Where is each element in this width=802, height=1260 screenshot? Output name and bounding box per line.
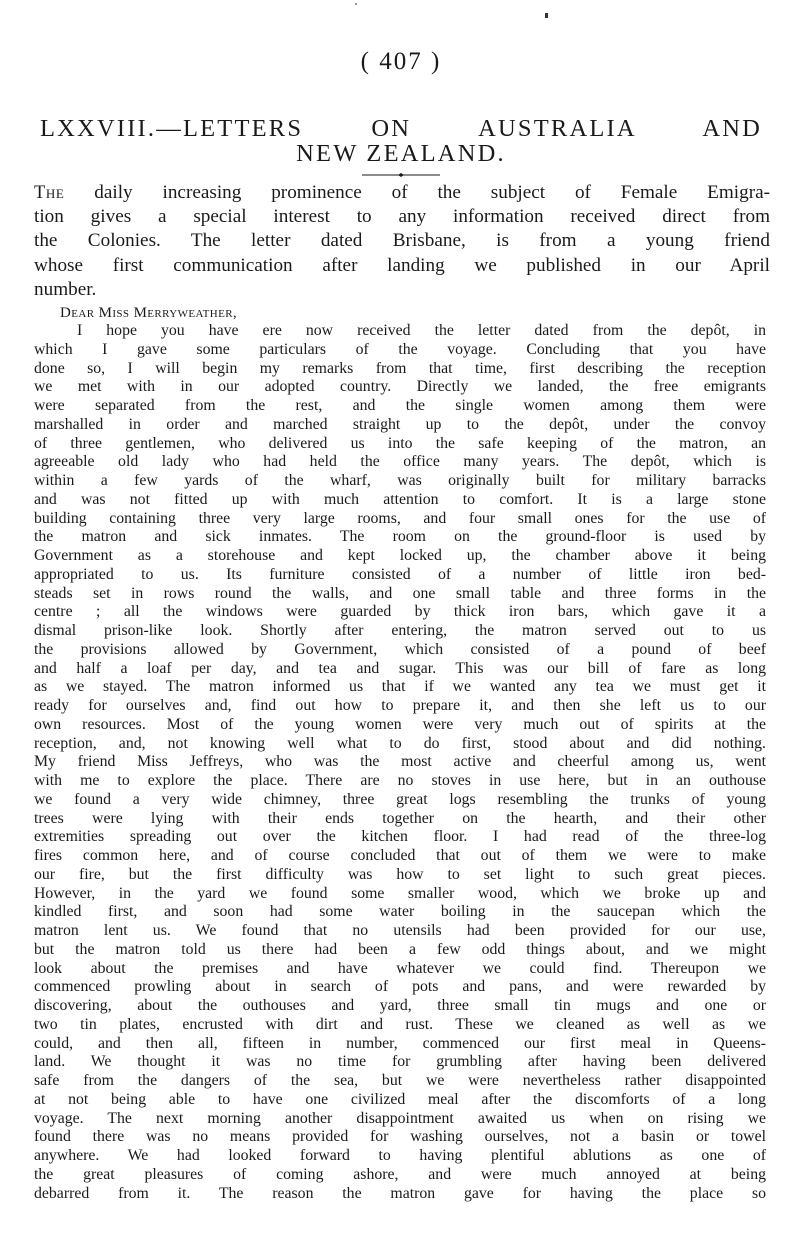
salutation-name: Dear Miss Merryweather xyxy=(60,305,233,321)
letter-line: done so, I will begin my remarks from that time, first describing the reception xyxy=(34,359,766,377)
letter-line: appropriated to us. Its furniture consisted of a number of little iron bed- xyxy=(34,565,766,583)
letter-line: trees were lying with their ends together on the hearth, and their other xyxy=(34,809,766,827)
letter-line: the matron and sick inmates. The room on the ground-floor is used by xyxy=(34,528,766,546)
letter-line: with me to explore the place. There are no stoves in use here, but in an outhouse xyxy=(34,772,766,789)
letter-line: ready for ourselves and, find out how to prepare it, and then she left us to our xyxy=(34,697,766,714)
letter-line: could, and then all, fifteen in number, commenced our first meal in Queens- xyxy=(34,1034,766,1052)
letter-line: Government as a storehouse and kept locked up, the chamber above it being xyxy=(34,547,766,564)
letter-line: marshalled in order and marched straight up to the depôt, under the convoy xyxy=(34,415,766,433)
letter-line: debarred from it. The reason the matron gave for having the place so xyxy=(34,1184,766,1202)
letter-line: land. We thought it was no time for grumbling after having been delivered xyxy=(34,1053,766,1071)
letter-line: building containing three very large rooms, and four small ones for the use of xyxy=(34,509,766,527)
letter-line: we found a very wide chimney, three great logs resembling the trunks of young xyxy=(34,790,766,808)
letter-line: at not being able to have one civilized meal after the discomforts of a long xyxy=(34,1090,766,1108)
letter-line: voyage. The next morning another disappointment awaited us when on rising we xyxy=(34,1109,766,1127)
letter-line: our fire, but the first difficulty was how to set light to such great pieces. xyxy=(34,865,766,883)
letter-line: I hope you have ere now received the letter dated from the depôt, in xyxy=(77,322,766,339)
article-title-line-1: LXXVIII.—LETTERS ON AUSTRALIA AND xyxy=(40,115,762,142)
letter-line: the great pleasures of coming ashore, and were much annoyed at being xyxy=(34,1165,766,1183)
letter-line: look about the premises and have whatever we could find. Thereupon we xyxy=(34,959,766,977)
letter-line: and was not fitted up with much attention to comfort. It is a large stone xyxy=(34,490,766,508)
intro-line-rest: daily increasing prominence of the subject of Female Emigra- xyxy=(64,182,770,203)
intro-line: tion gives a special interest to any information received direct from xyxy=(34,206,770,228)
article-title xyxy=(40,116,762,166)
letter-line: centre ; all the windows were guarded by thick iron bars, which gave it a xyxy=(34,603,766,621)
letter-line: were separated from the rest, and the single women among them were xyxy=(34,397,766,414)
letter-line: reception, and, not knowing well what to do first, stood about and did nothing. xyxy=(34,734,766,752)
letter-line: However, in the yard we found some smaller wood, which we broke up and xyxy=(34,884,766,902)
letter-line: safe from the dangers of the sea, but we were nevertheless rather disappointed xyxy=(34,1072,766,1089)
intro-paragraph xyxy=(34,181,770,302)
letter-line: extremities spreading out over the kitchen floor. I had read of the three-log xyxy=(34,828,766,846)
letter-line: dismal prison-like look. Shortly after entering, the matron served out to us xyxy=(34,622,766,639)
letter-line: own resources. Most of the young women were very much out of spirits at the xyxy=(34,715,766,733)
letter-line: agreeable old lady who had held the office many years. The depôt, which is xyxy=(34,453,766,471)
letter-line: we met with in our adopted country. Directly we landed, the free emigrants xyxy=(34,378,766,396)
letter-line: fires common here, and of course concluded that out of them we were to make xyxy=(34,847,766,864)
intro-line: number. xyxy=(34,278,97,300)
letter-line: the provisions allowed by Government, which consisted of a pound of beef xyxy=(34,640,766,658)
letter-line: steads set in rows round the walls, and one small table and three forms in the xyxy=(34,584,766,602)
intro-line: the Colonies. The letter dated Brisbane, is from a young friend xyxy=(34,230,770,252)
print-speck-small xyxy=(355,3,357,5)
letter-line: but the matron told us there had been a few odd things about, and we might xyxy=(34,940,766,958)
letter-line: which I gave some particulars of the voyage. Concluding that you have xyxy=(34,340,766,358)
letter-line: found there was no means provided for washing ourselves, not a basin or towel xyxy=(34,1128,766,1146)
letter-line: of three gentlemen, who delivered us into the safe keeping of the matron, an xyxy=(34,434,766,452)
letter-line: commenced prowling about in search of pots and pans, and were rewarded by xyxy=(34,978,766,996)
letter-line: as we stayed. The matron informed us that if we wanted any tea we must get it xyxy=(34,678,766,696)
letter-line: kindled first, and soon had some water boiling in the saucepan which the xyxy=(34,903,766,921)
letter-line: matron lent us. We found that no utensils had been provided for our use, xyxy=(34,922,766,939)
ornamental-divider xyxy=(362,173,440,177)
page-number: ( 407 ) xyxy=(360,48,442,75)
article-title-line-2: NEW ZEALAND. xyxy=(296,140,506,167)
divider-diamond-icon xyxy=(398,173,404,177)
letter-salutation xyxy=(60,304,780,322)
intro-drop-word: The xyxy=(34,183,65,203)
letter-line: and half a loaf per day, and tea and sugar. This was our bill of fare as long xyxy=(34,659,766,677)
letter-line: within a few yards of the wharf, was originally built for military barracks xyxy=(34,472,766,489)
letter-line: discovering, about the outhouses and yard, three small tin mugs and one or xyxy=(34,997,766,1014)
intro-line: whose first communication after landing we published in our April xyxy=(34,254,770,276)
letter-line: two tin plates, encrusted with dirt and rust. These we cleaned as well as we xyxy=(34,1015,766,1033)
print-speck xyxy=(545,13,548,18)
letter-line: My friend Miss Jeffreys, who was the most active and cheerful among us, went xyxy=(34,753,766,771)
intro-line xyxy=(34,181,770,205)
letter-line: anywhere. We had looked forward to having plentiful ablutions as one of xyxy=(34,1147,766,1164)
salutation-comma: , xyxy=(232,305,237,321)
letter-body xyxy=(34,322,766,1203)
